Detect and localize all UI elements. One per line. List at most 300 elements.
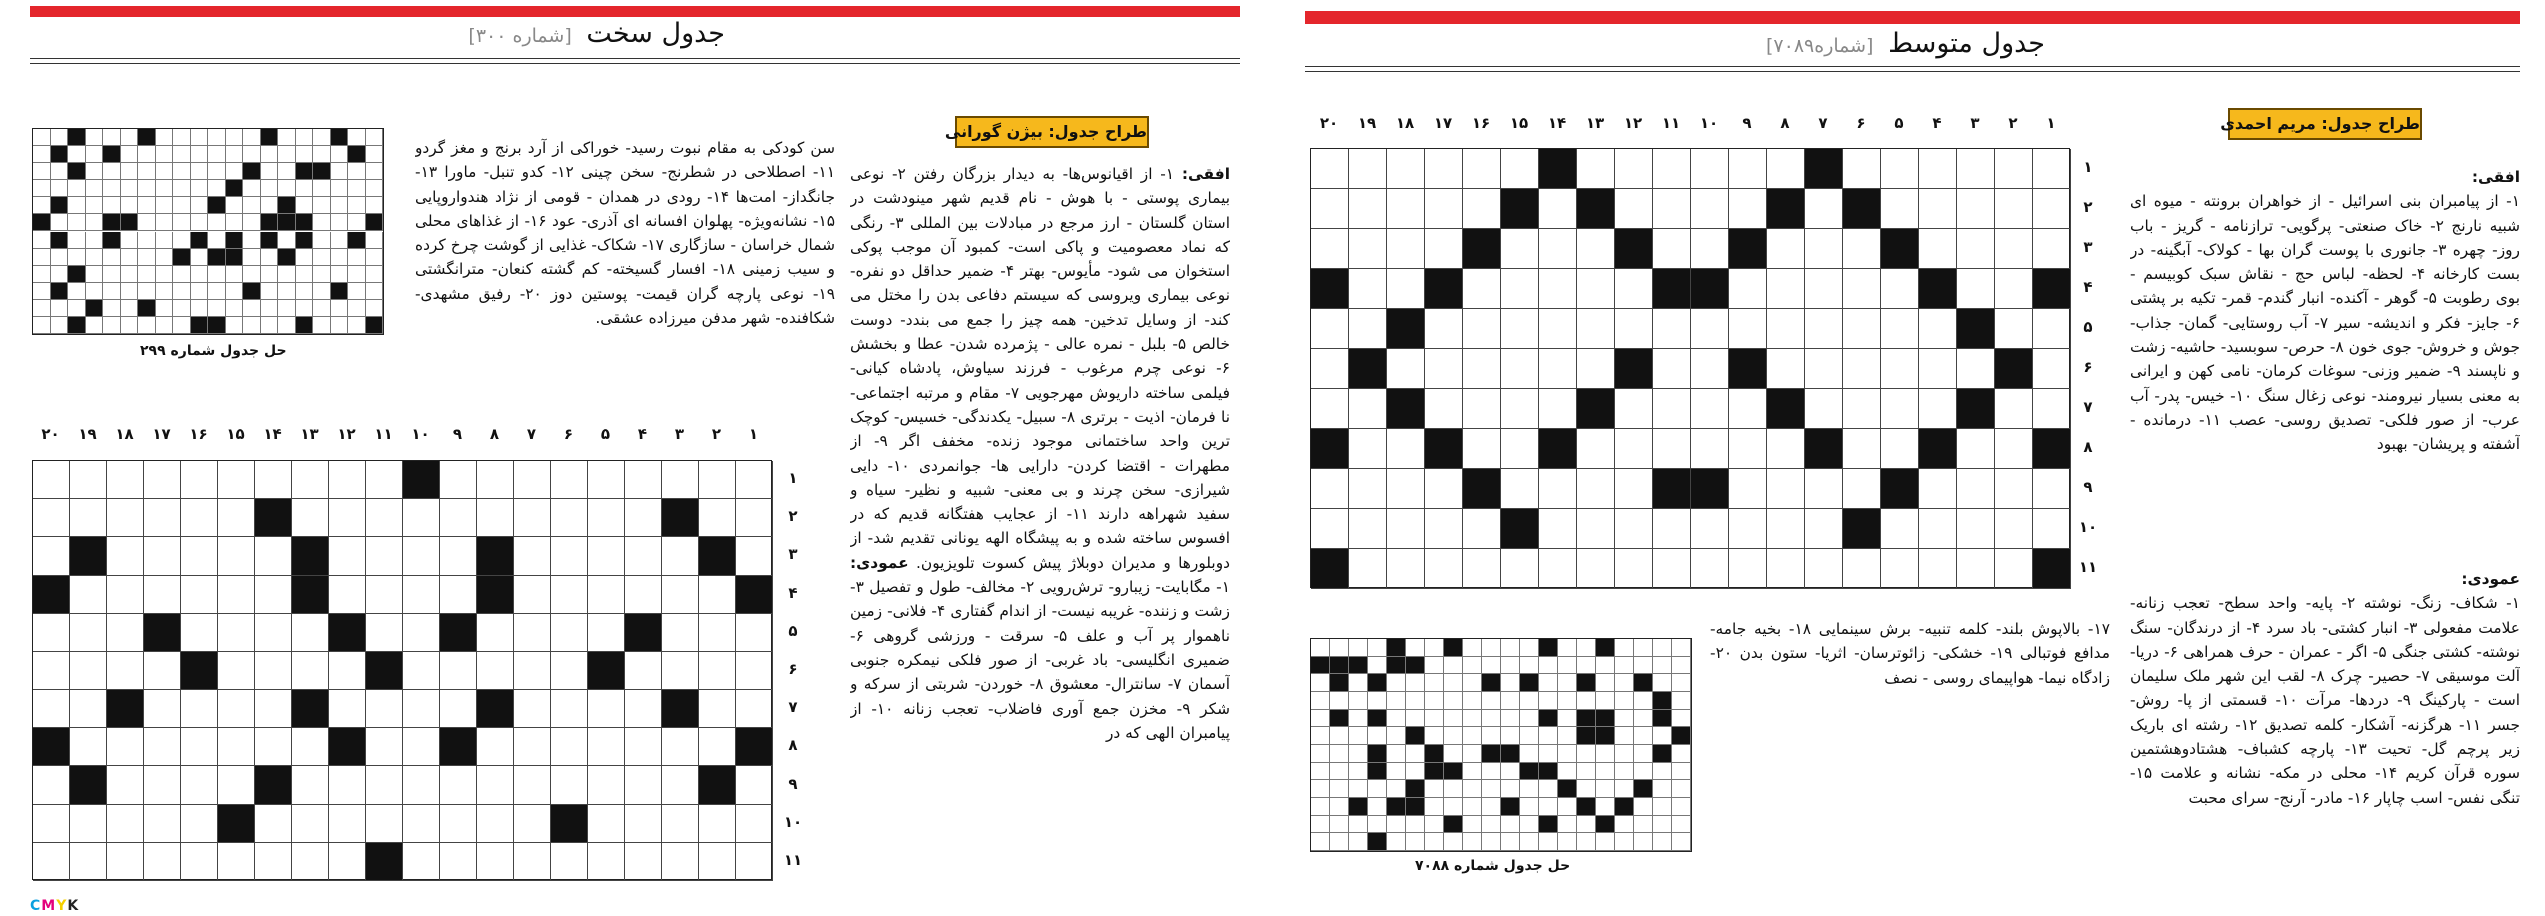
solution-cell — [1672, 780, 1691, 798]
solution-cell — [191, 214, 209, 231]
grid-cell — [1425, 349, 1463, 389]
solution-cell — [1634, 798, 1653, 816]
solution-cell — [156, 232, 174, 249]
solution-cell — [1539, 727, 1558, 745]
grid-cell — [107, 652, 144, 690]
solution-cell — [33, 180, 51, 197]
column-number: ۱۲ — [337, 425, 356, 443]
grid-cell — [736, 537, 773, 575]
grid-cell — [366, 576, 403, 614]
grid-cell — [477, 766, 514, 804]
grid-cell — [1425, 149, 1463, 189]
solution-cell — [366, 300, 384, 317]
grid-cell — [1767, 509, 1805, 549]
grid-cell — [2033, 309, 2071, 349]
right-down-cont-text: ۱۷- بالاپوش بلند- کلمه تنبیه- برش سینمایی ۱۸- بخیه جامه- مدافع فوتبالی ۱۹- خشکی- زائوترسان- اثریا- ستون بدن ۲۰- زادگاه نیما- هواپیمای روسی - نصف — [1710, 620, 2110, 687]
grid-cell — [1881, 309, 1919, 349]
grid-cell — [588, 461, 625, 499]
grid-cell — [403, 843, 440, 881]
solution-cell — [191, 317, 209, 334]
solution-cell — [313, 197, 331, 214]
grid-cell — [1919, 229, 1957, 269]
grid-cell — [1691, 389, 1729, 429]
grid-cell — [1805, 549, 1843, 589]
solution-cell — [1520, 780, 1539, 798]
solution-cell — [1349, 674, 1368, 692]
solution-cell — [1577, 745, 1596, 763]
solution-cell — [331, 129, 349, 146]
solution-cell — [348, 300, 366, 317]
grid-cell — [1995, 269, 2033, 309]
cmyk-mark — [30, 898, 79, 914]
solution-cell — [1501, 745, 1520, 763]
grid-cell — [588, 614, 625, 652]
grid-cell — [255, 576, 292, 614]
solution-cell — [68, 197, 86, 214]
grid-cell — [366, 614, 403, 652]
grid-cell — [1425, 229, 1463, 269]
grid-cell — [1767, 549, 1805, 589]
column-number: ۹ — [1742, 114, 1752, 132]
grid-cell — [1349, 269, 1387, 309]
grid-cell — [551, 499, 588, 537]
grid-cell — [255, 652, 292, 690]
solution-cell — [156, 197, 174, 214]
right-title-rule-2 — [1305, 71, 2520, 72]
grid-cell — [1995, 229, 2033, 269]
solution-cell — [296, 146, 314, 163]
solution-cell — [1520, 745, 1539, 763]
solution-cell — [1672, 710, 1691, 728]
grid-cell — [625, 843, 662, 881]
solution-cell — [1615, 816, 1634, 834]
grid-cell — [1311, 509, 1349, 549]
solution-cell — [331, 300, 349, 317]
right-across-text: ۱- از پیامبران بنی اسرائیل - از خواهران برونته - میوه ای شبیه نارنج ۲- خاک صنعتی- پرگویی- ترازنامه - گریز - باب روز- چهره ۳- جانوری با پوست گران بها - کولاک- آبگینه- در بست کارخانه ۴- لحظه- لباس حج - نقاش سبک کوبیسم - بوی رطوبت ۵- گوهر - آکنده- انبار گندم- قمر- تکیه بر پشتی ۶- جایز- فکر و اندیشه- سیر ۷- آب روستایی- گمان- جذاب- جوش و خروش- جوی خون ۸- حرص- سوبسید- حاشیه- زشت و ناپسند ۹- ضمیر وزنی- سوغات کرمان- نامی کهن و ایرانی به معنی بسیار نیرومند- نوعی زغال سنگ ۱۰- خیس- پدر- آب عرب- از صور فلکی- تصدیق روسی- عصب ۱۱- درمانده - آشفته و پریشان- بهبود — [2130, 192, 2520, 454]
grid-cell — [1691, 189, 1729, 229]
solution-cell — [1577, 692, 1596, 710]
solution-cell — [138, 129, 156, 146]
grid-cell — [1501, 549, 1539, 589]
solution-cell — [313, 317, 331, 334]
grid-cell — [477, 614, 514, 652]
solution-cell — [1349, 657, 1368, 675]
grid-cell — [329, 766, 366, 804]
solution-cell — [278, 214, 296, 231]
grid-cell — [440, 614, 477, 652]
solution-cell — [1596, 745, 1615, 763]
column-number: ۱۷ — [152, 425, 171, 443]
solution-cell — [1425, 763, 1444, 781]
grid-cell — [144, 499, 181, 537]
solution-cell — [1463, 798, 1482, 816]
grid-cell — [1615, 149, 1653, 189]
left-across-label: افقی: — [1181, 165, 1230, 183]
solution-cell — [1634, 763, 1653, 781]
solution-cell — [208, 300, 226, 317]
solution-cell — [261, 180, 279, 197]
solution-cell — [1387, 833, 1406, 851]
solution-cell — [156, 180, 174, 197]
grid-cell — [1463, 309, 1501, 349]
grid-cell — [699, 805, 736, 843]
solution-cell — [313, 266, 331, 283]
solution-cell — [68, 163, 86, 180]
grid-cell — [1539, 309, 1577, 349]
grid-cell — [736, 728, 773, 766]
grid-cell — [477, 499, 514, 537]
solution-cell — [313, 163, 331, 180]
solution-cell — [1330, 798, 1349, 816]
grid-cell — [1463, 389, 1501, 429]
solution-cell — [51, 129, 69, 146]
grid-cell — [440, 652, 477, 690]
grid-cell — [588, 766, 625, 804]
solution-cell — [191, 300, 209, 317]
solution-cell — [243, 214, 261, 231]
grid-cell — [440, 690, 477, 728]
grid-cell — [70, 652, 107, 690]
grid-cell — [1463, 509, 1501, 549]
grid-cell — [1501, 229, 1539, 269]
solution-cell — [1463, 763, 1482, 781]
solution-cell — [1558, 833, 1577, 851]
solution-cell — [1482, 833, 1501, 851]
solution-cell — [366, 146, 384, 163]
solution-cell — [208, 249, 226, 266]
grid-cell — [1311, 189, 1349, 229]
column-number: ۱۹ — [78, 425, 97, 443]
grid-cell — [1653, 509, 1691, 549]
solution-cell — [261, 249, 279, 266]
solution-cell — [1653, 798, 1672, 816]
grid-cell — [1957, 549, 1995, 589]
grid-cell — [33, 843, 70, 881]
grid-cell — [1919, 549, 1957, 589]
grid-cell — [1843, 389, 1881, 429]
solution-cell — [1558, 674, 1577, 692]
solution-cell — [1406, 692, 1425, 710]
solution-cell — [1425, 692, 1444, 710]
solution-cell — [1672, 763, 1691, 781]
right-clues-down — [2130, 565, 2520, 910]
grid-cell — [403, 537, 440, 575]
solution-cell — [313, 249, 331, 266]
grid-cell — [1349, 309, 1387, 349]
grid-cell — [1653, 389, 1691, 429]
solution-cell — [226, 197, 244, 214]
grid-cell — [1615, 349, 1653, 389]
grid-cell — [255, 690, 292, 728]
grid-cell — [1919, 509, 1957, 549]
row-number: ۱ — [2083, 158, 2093, 176]
solution-cell — [1482, 780, 1501, 798]
column-number: ۴ — [1932, 114, 1942, 132]
solution-cell — [296, 129, 314, 146]
grid-cell — [218, 461, 255, 499]
left-clues-main — [850, 162, 1230, 907]
grid-cell — [1653, 349, 1691, 389]
grid-cell — [1691, 549, 1729, 589]
solution-cell — [1330, 763, 1349, 781]
grid-cell — [1957, 189, 1995, 229]
grid-cell — [107, 537, 144, 575]
solution-cell — [68, 180, 86, 197]
grid-cell — [1615, 269, 1653, 309]
column-number: ۱۵ — [226, 425, 245, 443]
grid-cell — [1425, 309, 1463, 349]
solution-cell — [1634, 727, 1653, 745]
grid-cell — [2033, 549, 2071, 589]
left-row-numbers — [778, 460, 808, 880]
grid-cell — [1729, 549, 1767, 589]
solution-cell — [296, 214, 314, 231]
grid-cell — [1691, 229, 1729, 269]
solution-cell — [243, 146, 261, 163]
column-number: ۱۱ — [374, 425, 393, 443]
grid-cell — [1501, 309, 1539, 349]
grid-cell — [144, 766, 181, 804]
left-across-text: ۱- از اقیانوس‌ها- به دیدار بزرگان رفتن ۲- نوعی بیماری پوستی - با هوش - نام قدیم شهر مینودشت در استان گلستان - ارز مرجع در مبادلات بین المللی ۳- رنگی که نماد معصومیت و پاکی است- کمبود آن موجب پوکی استخوان می شود- مأیوس- بهتر ۴- ضمیر حداقل دو نفره- نوعی بیماری ویروسی که سیستم دفاعی بدن را مختل می کند- از وسایل تدخین- همه چیز را جمع می بندد- دوست خالص ۵- بلبل - نمره عالی - پژمرده شدن- عطا و بخشش ۶- نوعی چرم مرغوب - فرزند سیاوش، پادشاه کیانی- فیلمی ساخته داریوش مهرجویی ۷- مقام و مرتبه اجتماعی- نا فرمان- اذیت - برتری ۸- سبیل- یکدندگی- خسیس- کوچک ترین واحد ساختمانی موجود زنده- مخفف اگر ۹- از مطهرات - اقتضا کردن- دارایی ها- جوانمردی ۱۰- دایی شیرازی- سخن چرند و بی معنی- شبیه و نظیر- سیاه و سفید شهراهه دارند ۱۱- از عجایب هفتگانه قدیم که در افسوس ساخته شده و به پیشگاه الهه یونانی تقدیم شد- از دوبلورها و مدیران دوبلاژ پیش کسوت تلویزیون. — [850, 165, 1230, 572]
grid-cell — [440, 499, 477, 537]
solution-cell — [1444, 710, 1463, 728]
solution-cell — [1501, 780, 1520, 798]
solution-cell — [103, 266, 121, 283]
solution-cell — [313, 232, 331, 249]
solution-cell — [138, 317, 156, 334]
solution-cell — [68, 300, 86, 317]
grid-cell — [699, 537, 736, 575]
solution-cell — [51, 197, 69, 214]
grid-cell — [1425, 189, 1463, 229]
solution-cell — [1368, 798, 1387, 816]
cmyk-text: CMYK — [30, 898, 80, 914]
solution-cell — [1482, 657, 1501, 675]
solution-cell — [138, 180, 156, 197]
solution-cell — [1368, 745, 1387, 763]
solution-cell — [121, 214, 139, 231]
solution-cell — [366, 163, 384, 180]
solution-cell — [1425, 727, 1444, 745]
solution-cell — [331, 197, 349, 214]
solution-cell — [1501, 710, 1520, 728]
grid-cell — [514, 537, 551, 575]
grid-cell — [1539, 349, 1577, 389]
solution-cell — [1444, 780, 1463, 798]
solution-cell — [331, 249, 349, 266]
solution-cell — [1387, 763, 1406, 781]
grid-cell — [218, 690, 255, 728]
solution-cell — [138, 249, 156, 266]
grid-cell — [736, 843, 773, 881]
grid-cell — [255, 537, 292, 575]
column-number: ۱۱ — [1661, 114, 1681, 132]
grid-cell — [255, 499, 292, 537]
solution-cell — [1330, 692, 1349, 710]
solution-cell — [156, 300, 174, 317]
column-number: ۱۴ — [263, 425, 282, 443]
grid-cell — [662, 652, 699, 690]
grid-cell — [1615, 509, 1653, 549]
grid-cell — [218, 537, 255, 575]
grid-cell — [1387, 229, 1425, 269]
grid-cell — [514, 805, 551, 843]
grid-cell — [1577, 389, 1615, 429]
solution-cell — [1539, 639, 1558, 657]
grid-cell — [1425, 549, 1463, 589]
grid-cell — [1311, 429, 1349, 469]
solution-cell — [1634, 833, 1653, 851]
grid-cell — [366, 843, 403, 881]
solution-cell — [173, 163, 191, 180]
solution-cell — [1330, 639, 1349, 657]
solution-cell — [1463, 780, 1482, 798]
grid-cell — [514, 728, 551, 766]
solution-cell — [1368, 763, 1387, 781]
grid-cell — [70, 805, 107, 843]
solution-cell — [121, 163, 139, 180]
grid-cell — [1311, 549, 1349, 589]
solution-cell — [121, 146, 139, 163]
grid-cell — [1995, 509, 2033, 549]
solution-cell — [226, 129, 244, 146]
solution-cell — [1615, 763, 1634, 781]
column-number: ۳ — [1970, 114, 1980, 132]
solution-cell — [1577, 833, 1596, 851]
solution-cell — [1634, 674, 1653, 692]
solution-cell — [1444, 833, 1463, 851]
solution-cell — [191, 232, 209, 249]
grid-cell — [1387, 549, 1425, 589]
grid-cell — [1729, 389, 1767, 429]
solution-cell — [1520, 763, 1539, 781]
grid-cell — [477, 461, 514, 499]
solution-cell — [1311, 710, 1330, 728]
solution-cell — [278, 232, 296, 249]
grid-cell — [329, 728, 366, 766]
grid-cell — [1311, 389, 1349, 429]
solution-cell — [138, 266, 156, 283]
solution-cell — [261, 232, 279, 249]
grid-cell — [1805, 189, 1843, 229]
grid-cell — [33, 728, 70, 766]
solution-cell — [1672, 674, 1691, 692]
grid-cell — [181, 461, 218, 499]
solution-cell — [1406, 710, 1425, 728]
solution-cell — [1349, 639, 1368, 657]
solution-cell — [51, 300, 69, 317]
grid-cell — [1805, 429, 1843, 469]
grid-cell — [625, 728, 662, 766]
grid-cell — [588, 652, 625, 690]
grid-cell — [292, 537, 329, 575]
grid-cell — [70, 614, 107, 652]
grid-cell — [551, 805, 588, 843]
solution-cell — [156, 163, 174, 180]
solution-cell — [1311, 798, 1330, 816]
grid-cell — [329, 652, 366, 690]
grid-cell — [1919, 269, 1957, 309]
solution-cell — [103, 214, 121, 231]
grid-cell — [588, 843, 625, 881]
solution-cell — [1501, 657, 1520, 675]
solution-cell — [1349, 833, 1368, 851]
solution-cell — [1311, 833, 1330, 851]
solution-cell — [1349, 710, 1368, 728]
solution-cell — [1311, 674, 1330, 692]
solution-cell — [243, 266, 261, 283]
solution-cell — [208, 129, 226, 146]
solution-cell — [1406, 816, 1425, 834]
solution-cell — [1558, 727, 1577, 745]
grid-cell — [1311, 309, 1349, 349]
solution-cell — [243, 163, 261, 180]
solution-cell — [1311, 816, 1330, 834]
grid-cell — [551, 728, 588, 766]
grid-cell — [218, 576, 255, 614]
grid-cell — [736, 805, 773, 843]
grid-cell — [1919, 389, 1957, 429]
grid-cell — [1843, 549, 1881, 589]
solution-cell — [261, 214, 279, 231]
grid-cell — [1387, 349, 1425, 389]
right-page-title: جدول متوسط — [1888, 28, 2045, 59]
solution-cell — [208, 266, 226, 283]
grid-cell — [2033, 469, 2071, 509]
grid-cell — [181, 805, 218, 843]
solution-cell — [51, 180, 69, 197]
grid-cell — [403, 652, 440, 690]
left-down-text: ۱- مگابایت- زیبارو- ترش‌رویی ۲- مخالف- طول و تفصیل ۳- زشت و زننده- غریبه نیست- از اندام گفتاری ۴- فلانی- زمین ناهموار پر آب و علف ۵- سرقت - ورزشی گروهی ۶- ضمیری انگلیسی- باد غربی- از صور فلکی نیمکره جنوبی آسمان ۷- سانترال- معشوق ۸- خوردن- شربتی از سرکه و شکر ۹- مخزن جمع آوری فاضلاب- تعجب زنانه ۱۰- از پیامبران الهی که در — [850, 578, 1230, 742]
grid-cell — [1387, 149, 1425, 189]
solution-cell — [33, 317, 51, 334]
grid-cell — [1615, 469, 1653, 509]
solution-cell — [1330, 816, 1349, 834]
grid-cell — [1539, 229, 1577, 269]
row-number: ۱۰ — [2078, 518, 2098, 536]
solution-cell — [1406, 745, 1425, 763]
solution-cell — [121, 283, 139, 300]
grid-cell — [1805, 309, 1843, 349]
solution-cell — [33, 129, 51, 146]
grid-cell — [625, 652, 662, 690]
solution-cell — [331, 163, 349, 180]
solution-cell — [1672, 692, 1691, 710]
grid-cell — [144, 576, 181, 614]
solution-cell — [1501, 639, 1520, 657]
column-number: ۱۴ — [1547, 114, 1567, 132]
solution-cell — [1653, 816, 1672, 834]
solution-cell — [1444, 798, 1463, 816]
solution-cell — [261, 283, 279, 300]
grid-cell — [1881, 149, 1919, 189]
solution-cell — [278, 317, 296, 334]
grid-cell — [1425, 429, 1463, 469]
grid-cell — [1653, 429, 1691, 469]
solution-cell — [313, 283, 331, 300]
solution-cell — [1387, 727, 1406, 745]
right-column-numbers — [1310, 114, 2070, 136]
solution-cell — [261, 317, 279, 334]
solution-cell — [1349, 727, 1368, 745]
solution-cell — [1577, 674, 1596, 692]
grid-cell — [1539, 429, 1577, 469]
solution-cell — [1330, 833, 1349, 851]
grid-cell — [662, 576, 699, 614]
solution-cell — [1387, 798, 1406, 816]
solution-cell — [1444, 639, 1463, 657]
solution-cell — [278, 197, 296, 214]
